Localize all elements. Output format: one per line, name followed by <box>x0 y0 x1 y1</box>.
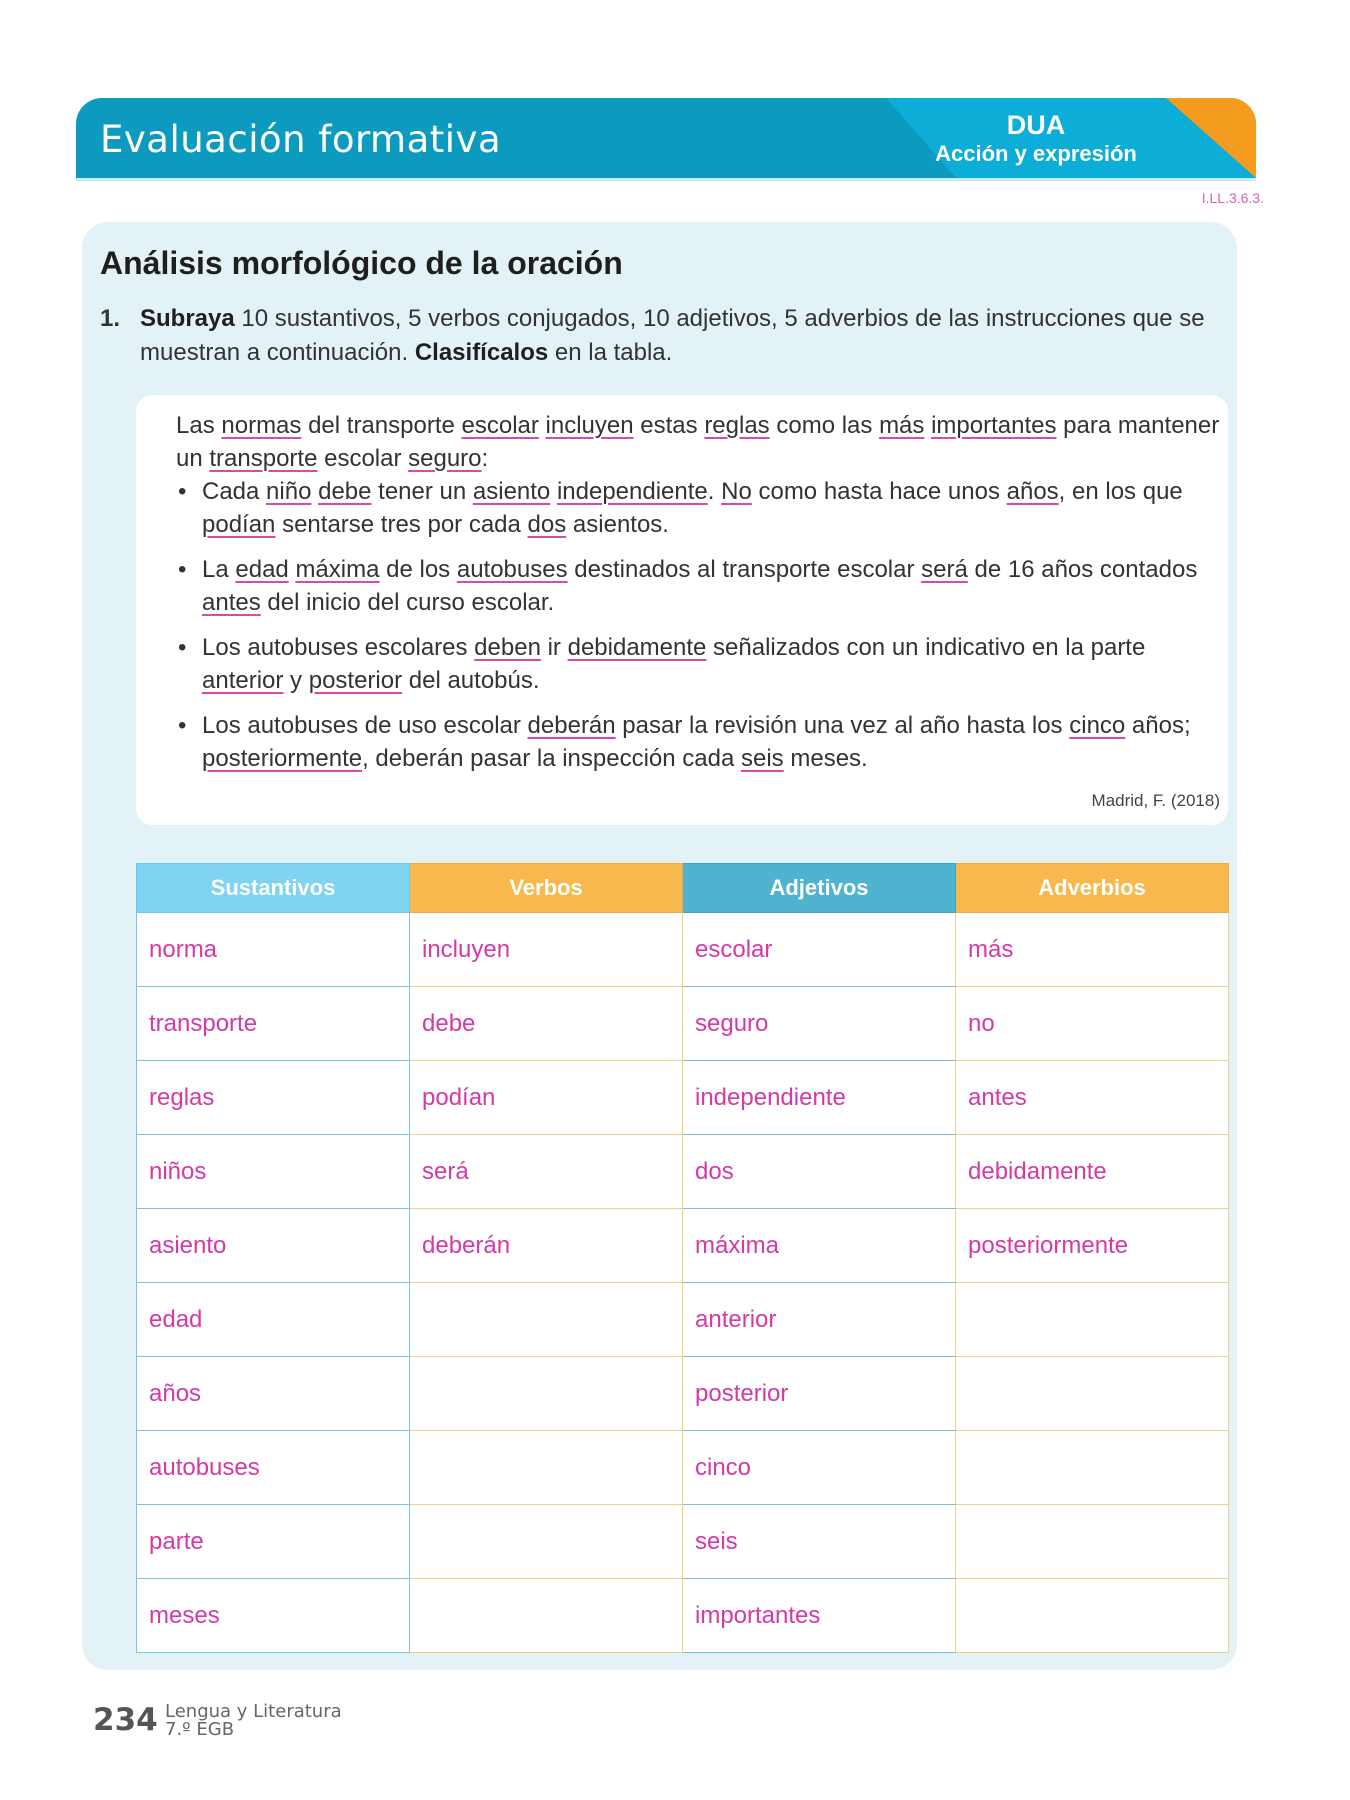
cell-adverbio[interactable] <box>956 1357 1229 1431</box>
passage-text-run: del inicio del curso escolar. <box>260 589 555 616</box>
passage-text-run: . <box>707 478 722 505</box>
cell-adverbio[interactable]: posteriormente <box>956 1209 1229 1283</box>
cell-verbo[interactable] <box>410 1431 683 1505</box>
table-header-row <box>137 864 1229 913</box>
cell-adjetivo[interactable]: máxima <box>683 1209 956 1283</box>
underlined-word: escolar <box>461 412 539 439</box>
passage-text-run: para mantener un <box>176 412 1220 472</box>
underlined-word: seguro <box>408 445 482 472</box>
passage-text-run: como hasta hace unos <box>751 478 1007 505</box>
underlined-word: posteriormente <box>202 745 363 772</box>
passage-text-run: como las <box>769 412 880 439</box>
instruction-text <box>140 302 1240 370</box>
passage-text-run: Cada <box>202 478 267 505</box>
instruction-verb-1: Subraya <box>140 305 235 332</box>
passage-text-run: del transporte <box>301 412 462 439</box>
cell-adverbio[interactable] <box>956 1579 1229 1653</box>
cell-sustantivo[interactable]: reglas <box>137 1061 410 1135</box>
underlined-word: años <box>1006 478 1059 505</box>
passage-text-run: y <box>283 667 309 694</box>
underlined-word: edad <box>235 556 289 583</box>
underlined-word: dos <box>527 511 567 538</box>
cell-adjetivo[interactable]: anterior <box>683 1283 956 1357</box>
passage-text-run: pasar la revisión una vez al año hasta los <box>615 712 1070 739</box>
footer-subject <box>165 1703 342 1739</box>
passage-text-run: Las <box>176 412 222 439</box>
header-verbos: Verbos <box>410 864 683 913</box>
cell-adverbio[interactable]: más <box>956 913 1229 987</box>
underlined-word: anterior <box>202 667 284 694</box>
table-row <box>137 987 1229 1061</box>
passage-bullet <box>176 631 1226 697</box>
cell-adjetivo[interactable]: seguro <box>683 987 956 1061</box>
page-number: 234 <box>93 1702 158 1738</box>
passage-text-run: asientos. <box>566 511 669 538</box>
passage-text-run: estas <box>633 412 705 439</box>
cell-verbo[interactable] <box>410 1357 683 1431</box>
citation: Madrid, F. (2018) <box>1091 791 1220 810</box>
cell-sustantivo[interactable]: años <box>137 1357 410 1431</box>
cell-adverbio[interactable] <box>956 1505 1229 1579</box>
header-adverbios: Adverbios <box>956 864 1229 913</box>
passage-text-run: , en los que <box>1058 478 1183 505</box>
passage-text-run: destinados al transporte escolar <box>567 556 922 583</box>
dua-badge <box>916 110 1156 168</box>
header-adjetivos: Adjetivos <box>683 864 956 913</box>
cell-verbo[interactable]: incluyen <box>410 913 683 987</box>
underlined-word: niño <box>266 478 312 505</box>
cell-sustantivo[interactable]: parte <box>137 1505 410 1579</box>
table-row <box>137 1135 1229 1209</box>
table-row <box>137 1357 1229 1431</box>
passage-text-run: , deberán pasar la inspección cada <box>362 745 741 772</box>
table-row <box>137 1209 1229 1283</box>
cell-sustantivo[interactable]: niños <box>137 1135 410 1209</box>
passage-text-run: : <box>481 445 489 472</box>
underlined-word: reglas <box>704 412 770 439</box>
passage-text-run: de 16 años contados <box>967 556 1198 583</box>
cell-sustantivo[interactable]: norma <box>137 913 410 987</box>
passage-text-run: de los <box>379 556 457 583</box>
passage-text-run: señalizados con un indicativo en la parte <box>706 634 1146 661</box>
underlined-word: No <box>721 478 752 505</box>
cell-verbo[interactable] <box>410 1579 683 1653</box>
cell-adjetivo[interactable]: dos <box>683 1135 956 1209</box>
underlined-word: deberán <box>527 712 616 739</box>
passage-bullet <box>176 709 1226 775</box>
cell-verbo[interactable] <box>410 1505 683 1579</box>
passage-text-run: Los autobuses escolares <box>202 634 475 661</box>
grade-level: 7.º EGB <box>165 1719 235 1740</box>
cell-adjetivo[interactable]: importantes <box>683 1579 956 1653</box>
passage-text-run: Los autobuses de uso escolar <box>202 712 528 739</box>
instruction-body-2: en la tabla. <box>548 339 673 366</box>
passage-text-run: sentarse tres por cada <box>275 511 528 538</box>
cell-adjetivo[interactable]: posterior <box>683 1357 956 1431</box>
underlined-word: máxima <box>295 556 380 583</box>
underlined-word: debidamente <box>567 634 707 661</box>
passage-text-run: meses. <box>783 745 868 772</box>
cell-adverbio[interactable] <box>956 1283 1229 1357</box>
instruction-number: 1. <box>100 305 121 332</box>
reading-passage <box>136 395 1228 825</box>
passage-bullet <box>176 475 1226 541</box>
passage-text-run: ir <box>540 634 568 661</box>
passage-text-run <box>539 412 546 439</box>
underlined-word: normas <box>221 412 302 439</box>
underlined-word: más <box>879 412 925 439</box>
cell-verbo[interactable]: debe <box>410 987 683 1061</box>
dua-subtitle: Acción y expresión <box>935 141 1137 166</box>
indicator-code: I.LL.3.6.3. <box>1201 190 1264 206</box>
cell-adjetivo[interactable]: escolar <box>683 913 956 987</box>
passage-text-run: del autobús. <box>402 667 540 694</box>
header-sustantivos: Sustantivos <box>137 864 410 913</box>
cell-adverbio[interactable] <box>956 1431 1229 1505</box>
passage-text-run: La <box>202 556 236 583</box>
section-banner <box>76 98 1256 181</box>
cell-sustantivo[interactable]: asiento <box>137 1209 410 1283</box>
underlined-word: deben <box>474 634 541 661</box>
section-heading: Análisis morfológico de la oración <box>100 245 623 281</box>
underlined-word: independiente <box>556 478 708 505</box>
cell-verbo[interactable] <box>410 1283 683 1357</box>
cell-sustantivo[interactable]: meses <box>137 1579 410 1653</box>
table-row <box>137 913 1229 987</box>
instruction-verb-2: Clasifícalos <box>414 339 549 366</box>
cell-adjetivo[interactable]: cinco <box>683 1431 956 1505</box>
cell-sustantivo[interactable]: transporte <box>137 987 410 1061</box>
cell-sustantivo[interactable]: autobuses <box>137 1431 410 1505</box>
banner-title: Evaluación formativa <box>100 118 502 161</box>
passage-text-run: tener un <box>371 478 473 505</box>
underlined-word: debe <box>318 478 372 505</box>
table-row <box>137 1283 1229 1357</box>
cell-adverbio[interactable]: antes <box>956 1061 1229 1135</box>
passage-bullet <box>176 553 1226 619</box>
underlined-word: posterior <box>308 667 403 694</box>
cell-adverbio[interactable]: debidamente <box>956 1135 1229 1209</box>
cell-adjetivo[interactable]: independiente <box>683 1061 956 1135</box>
classification-table <box>136 863 1229 1653</box>
dua-title: DUA <box>1006 110 1066 140</box>
cell-adjetivo[interactable]: seis <box>683 1505 956 1579</box>
subject-name: Lengua y Literatura <box>165 1701 342 1722</box>
passage-text-run <box>550 478 557 505</box>
cell-adverbio[interactable]: no <box>956 987 1229 1061</box>
cell-verbo[interactable]: deberán <box>410 1209 683 1283</box>
cell-verbo[interactable]: podían <box>410 1061 683 1135</box>
underlined-word: será <box>921 556 968 583</box>
table-row <box>137 1505 1229 1579</box>
underlined-word: seis <box>741 745 784 772</box>
table-row <box>137 1431 1229 1505</box>
underlined-word: asiento <box>472 478 551 505</box>
cell-verbo[interactable]: será <box>410 1135 683 1209</box>
passage-intro <box>176 409 1226 475</box>
underlined-word: autobuses <box>456 556 568 583</box>
instruction-body-1: 10 sustantivos, 5 verbos conjugados, 10 adjetivos, 5 adverbios de las instrucciones que se muestran a continuación. <box>140 305 1205 366</box>
underlined-word: podían <box>202 511 276 538</box>
table-row <box>137 1061 1229 1135</box>
passage-bullets <box>176 475 1226 775</box>
passage-text-run: años; <box>1125 712 1191 739</box>
cell-sustantivo[interactable]: edad <box>137 1283 410 1357</box>
underlined-word: incluyen <box>545 412 634 439</box>
underlined-word: importantes <box>931 412 1057 439</box>
underlined-word: cinco <box>1069 712 1126 739</box>
passage-text-run: escolar <box>317 445 409 472</box>
underlined-word: antes <box>202 589 261 616</box>
underlined-word: transporte <box>209 445 318 472</box>
instruction <box>100 302 1240 370</box>
passage-text <box>176 409 1226 775</box>
table-row <box>137 1579 1229 1653</box>
